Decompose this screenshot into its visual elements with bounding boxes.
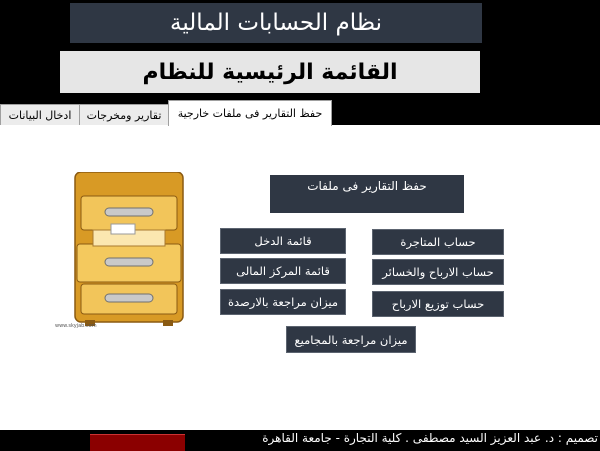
- income-statement-button[interactable]: قائمة الدخل: [220, 228, 346, 254]
- main-menu-title: القائمة الرئيسية للنظام: [60, 51, 480, 93]
- profit-loss-button[interactable]: حساب الارباح والخسائر: [372, 259, 504, 285]
- system-title: نظام الحسابات المالية: [70, 3, 482, 43]
- financial-position-button[interactable]: قائمة المركز المالى: [220, 258, 346, 284]
- tab-strip: [0, 100, 600, 125]
- trial-balance-totals-button[interactable]: ميزان مراجعة بالمجاميع: [286, 326, 416, 353]
- tab-data-entry[interactable]: ادخال البيانات: [0, 104, 80, 125]
- footer-red-bar: [90, 434, 185, 451]
- trading-account-button[interactable]: حساب المتاجرة: [372, 229, 504, 255]
- file-cabinet-icon: [55, 172, 185, 332]
- profit-distribution-button[interactable]: حساب توزيع الارباح: [372, 291, 504, 317]
- footer: [0, 430, 600, 450]
- tab-reports[interactable]: تقارير ومخرجات: [79, 104, 169, 125]
- image-caption: www.skyjab.com: [55, 323, 97, 329]
- footer-credit: تصميم : د. عبد العزيز السيد مصطفى . كلية التجارة - جامعة القاهرة: [262, 431, 598, 445]
- save-reports-heading: حفظ التقارير فى ملفات: [270, 175, 464, 213]
- tab-panel: [0, 125, 600, 430]
- trial-balance-balances-button[interactable]: ميزان مراجعة بالارصدة: [220, 289, 346, 315]
- tab-save-reports[interactable]: حفظ التقارير فى ملفات خارجية: [168, 100, 332, 126]
